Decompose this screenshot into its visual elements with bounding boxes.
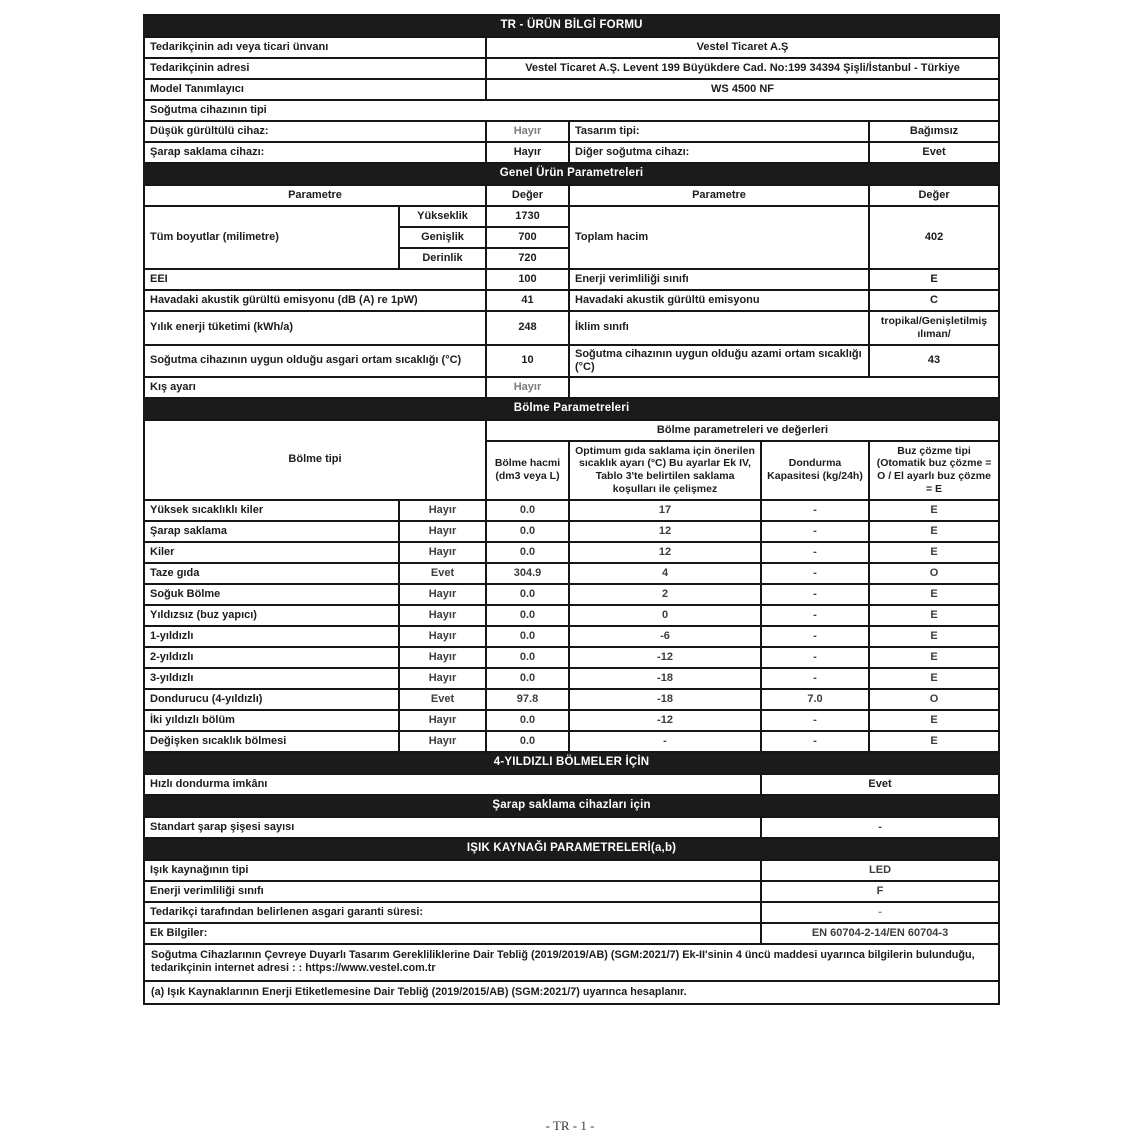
value-header: Değer (869, 185, 999, 206)
light-section-row (144, 838, 999, 860)
general-param-row (144, 345, 999, 377)
compartment-row (144, 584, 999, 605)
winter-setting-value: Hayır (486, 377, 569, 398)
supplier-name-value: Vestel Ticaret A.Ş (486, 37, 999, 58)
extra-info-value: EN 60704-2-14/EN 60704-3 (761, 923, 999, 944)
other-appliance-label: Diğer soğutma cihazı: (569, 142, 869, 163)
compartment-defrost-type: O (869, 563, 999, 584)
dimensions-label: Tüm boyutlar (milimetre) (144, 206, 399, 269)
compartment-type: Yıldızsız (buz yapıcı) (144, 605, 399, 626)
supplier-name-label: Tedarikçinin adı veya ticari ünvanı (144, 37, 486, 58)
freezing-capacity-header: Dondurma Kapasitesi (kg/24h) (761, 441, 869, 500)
compartment-freeze-capacity: - (761, 584, 869, 605)
general-param-row (144, 290, 999, 311)
compartment-temperature: -18 (569, 668, 761, 689)
compartment-temperature: -6 (569, 626, 761, 647)
compartment-present: Hayır (399, 668, 486, 689)
compartment-volume: 0.0 (486, 626, 569, 647)
four-star-section-title: 4-YILDIZLI BÖLMELER İÇİN (144, 752, 999, 774)
wine-storage-label: Şarap saklama cihazı: (144, 142, 486, 163)
compartment-present: Hayır (399, 500, 486, 521)
compartment-present: Hayır (399, 710, 486, 731)
type-row (144, 142, 999, 163)
compartment-type: 1-yıldızlı (144, 626, 399, 647)
compartment-type: Kiler (144, 542, 399, 563)
param-header: Parametre (144, 185, 486, 206)
warranty-value: - (761, 902, 999, 923)
compartment-volume: 0.0 (486, 500, 569, 521)
low-noise-value: Hayır (486, 121, 569, 142)
dimensions-row (144, 206, 999, 227)
supplier-address-label: Tedarikçinin adresi (144, 58, 486, 79)
compartment-present: Hayır (399, 584, 486, 605)
general-param-row (144, 269, 999, 290)
appliance-type-row (144, 100, 999, 121)
low-noise-label: Düşük gürültülü cihaz: (144, 121, 486, 142)
compartments-section-title: Bölme Parametreleri (144, 398, 999, 420)
compartment-row (144, 605, 999, 626)
compartment-type: Taze gıda (144, 563, 399, 584)
compartment-freeze-capacity: - (761, 605, 869, 626)
compartment-row (144, 710, 999, 731)
compartment-volume: 0.0 (486, 731, 569, 752)
regulation-note: Soğutma Cihazlarının Çevreye Duyarlı Tasarım Gerekliliklerine Dair Tebliğ (2019/2019/AB) (SGM:2021/7) Ek-II'sinin 4 üncü maddesi uyarınca bilgilerin bulunduğu, tedarikçinin internet adresi : : https://www.vestel.com.tr (144, 944, 999, 981)
compartment-row (144, 731, 999, 752)
param-label: Havadaki akustik gürültü emisyonu (569, 290, 869, 311)
compartment-volume: 0.0 (486, 710, 569, 731)
compartment-freeze-capacity: - (761, 563, 869, 584)
model-label: Model Tanımlayıcı (144, 79, 486, 100)
compartment-temperature: - (569, 731, 761, 752)
compartment-present: Hayır (399, 626, 486, 647)
param-value: 41 (486, 290, 569, 311)
param-value: 43 (869, 345, 999, 377)
compartment-type: Değişken sıcaklık bölmesi (144, 731, 399, 752)
compartments-group-header: Bölme parametreleri ve değerleri (486, 420, 999, 441)
compartment-present: Hayır (399, 521, 486, 542)
design-type-label: Tasarım tipi: (569, 121, 869, 142)
type-row (144, 121, 999, 142)
volume-header: Bölme hacmi (dm3 veya L) (486, 441, 569, 500)
compartment-present: Evet (399, 563, 486, 584)
supplier-address-row (144, 58, 999, 79)
compartment-type: 3-yıldızlı (144, 668, 399, 689)
light-param-row (144, 902, 999, 923)
design-type-value: Bağımsız (869, 121, 999, 142)
compartment-defrost-type: E (869, 500, 999, 521)
compartment-present: Hayır (399, 542, 486, 563)
light-param-row (144, 881, 999, 902)
compartment-temperature: -12 (569, 647, 761, 668)
light-type-label: Işık kaynağının tipi (144, 860, 761, 881)
compartment-freeze-capacity: - (761, 668, 869, 689)
wine-section-row (144, 795, 999, 817)
compartment-temperature: 12 (569, 521, 761, 542)
light-param-row (144, 923, 999, 944)
compartment-temperature: 17 (569, 500, 761, 521)
compartment-volume: 0.0 (486, 521, 569, 542)
supplier-address-value: Vestel Ticaret A.Ş. Levent 199 Büyükdere Cad. No:199 34394 Şişli/İstanbul - Türkiye (486, 58, 999, 79)
supplier-name-row (144, 37, 999, 58)
total-volume-label: Toplam hacim (569, 206, 869, 269)
general-header-row (144, 185, 999, 206)
dimension-value: 1730 (486, 206, 569, 227)
compartment-defrost-type: E (869, 668, 999, 689)
compartment-row (144, 542, 999, 563)
compartment-type: Şarap saklama (144, 521, 399, 542)
param-label: İklim sınıfı (569, 311, 869, 345)
compartment-volume: 304.9 (486, 563, 569, 584)
param-header: Parametre (569, 185, 869, 206)
compartment-row (144, 521, 999, 542)
compartment-defrost-type: E (869, 521, 999, 542)
compartment-temperature: 4 (569, 563, 761, 584)
model-row (144, 79, 999, 100)
compartment-row (144, 563, 999, 584)
compartment-freeze-capacity: - (761, 542, 869, 563)
compartment-row (144, 626, 999, 647)
dimension-name: Derinlik (399, 248, 486, 269)
compartment-freeze-capacity: - (761, 500, 869, 521)
dimension-value: 700 (486, 227, 569, 248)
model-value: WS 4500 NF (486, 79, 999, 100)
light-energy-class-value: F (761, 881, 999, 902)
defrost-type-header: Buz çözme tipi (Otomatik buz çözme = O / El ayarlı buz çözme = E (869, 441, 999, 500)
compartments-section-row (144, 398, 999, 420)
compartment-type: 2-yıldızlı (144, 647, 399, 668)
general-section-row (144, 163, 999, 185)
general-section-title: Genel Ürün Parametreleri (144, 163, 999, 185)
compartment-volume: 0.0 (486, 542, 569, 563)
temperature-header: Optimum gıda saklama için önerilen sıcaklık ayarı (°C) Bu ayarlar Ek IV, Tablo 3'te belirtilen saklama koşulları ile çelişmez (569, 441, 761, 500)
compartment-volume: 0.0 (486, 647, 569, 668)
compartment-row (144, 500, 999, 521)
compartment-type: Dondurucu (4-yıldızlı) (144, 689, 399, 710)
compartment-freeze-capacity: - (761, 521, 869, 542)
compartment-volume: 97.8 (486, 689, 569, 710)
param-value: tropikal/Genişletilmiş ılıman/ (869, 311, 999, 345)
compartment-defrost-type: E (869, 647, 999, 668)
wine-section-title: Şarap saklama cihazları için (144, 795, 999, 817)
total-volume-value: 402 (869, 206, 999, 269)
product-fiche-table (143, 14, 1000, 1005)
compartment-present: Hayır (399, 731, 486, 752)
form-title: TR - ÜRÜN BİLGİ FORMU (144, 15, 999, 37)
param-label: Soğutma cihazının uygun olduğu asgari ortam sıcaklığı (°C) (144, 345, 486, 377)
param-label: Enerji verimliliği sınıfı (569, 269, 869, 290)
compartment-type: Soğuk Bölme (144, 584, 399, 605)
note-row (144, 981, 999, 1004)
compartment-present: Hayır (399, 647, 486, 668)
compartment-defrost-type: E (869, 626, 999, 647)
compartment-row (144, 689, 999, 710)
compartment-defrost-type: E (869, 584, 999, 605)
appliance-type-label: Soğutma cihazının tipi (144, 100, 999, 121)
four-star-section-row (144, 752, 999, 774)
compartment-temperature: -18 (569, 689, 761, 710)
fast-freeze-value: Evet (761, 774, 999, 795)
param-value: 100 (486, 269, 569, 290)
compartment-volume: 0.0 (486, 584, 569, 605)
fast-freeze-row (144, 774, 999, 795)
dimension-name: Genişlik (399, 227, 486, 248)
param-value: 248 (486, 311, 569, 345)
compartment-present: Evet (399, 689, 486, 710)
wine-bottles-label: Standart şarap şişesi sayısı (144, 817, 761, 838)
dimension-value: 720 (486, 248, 569, 269)
param-label: EEI (144, 269, 486, 290)
compartment-defrost-type: O (869, 689, 999, 710)
winter-setting-row (144, 377, 999, 398)
compartment-temperature: 0 (569, 605, 761, 626)
compartment-row (144, 668, 999, 689)
compartment-type-header: Bölme tipi (144, 420, 486, 500)
compartment-present: Hayır (399, 605, 486, 626)
light-energy-class-label: Enerji verimliliği sınıfı (144, 881, 761, 902)
compartment-freeze-capacity: 7.0 (761, 689, 869, 710)
compartment-defrost-type: E (869, 605, 999, 626)
value-header: Değer (486, 185, 569, 206)
empty-cell (569, 377, 999, 398)
param-value: 10 (486, 345, 569, 377)
note-row (144, 944, 999, 981)
extra-info-label: Ek Bilgiler: (144, 923, 761, 944)
warranty-label: Tedarikçi tarafından belirlenen asgari garanti süresi: (144, 902, 761, 923)
compartment-defrost-type: E (869, 731, 999, 752)
param-value: C (869, 290, 999, 311)
compartment-volume: 0.0 (486, 605, 569, 626)
wine-storage-value: Hayır (486, 142, 569, 163)
compartment-row (144, 647, 999, 668)
compartment-freeze-capacity: - (761, 710, 869, 731)
winter-setting-label: Kış ayarı (144, 377, 486, 398)
compartment-temperature: 12 (569, 542, 761, 563)
compartment-temperature: 2 (569, 584, 761, 605)
compartment-type: İki yıldızlı bölüm (144, 710, 399, 731)
compartment-volume: 0.0 (486, 668, 569, 689)
page-number: - TR - 1 - (545, 1118, 595, 1133)
param-label: Soğutma cihazının uygun olduğu azami ortam sıcaklığı (°C) (569, 345, 869, 377)
compartments-group-header-row (144, 420, 999, 441)
param-label: Havadaki akustik gürültü emisyonu (dB (A) re 1pW) (144, 290, 486, 311)
wine-bottles-row (144, 817, 999, 838)
light-param-row (144, 860, 999, 881)
compartment-defrost-type: E (869, 542, 999, 563)
param-value: E (869, 269, 999, 290)
light-type-value: LED (761, 860, 999, 881)
compartment-freeze-capacity: - (761, 626, 869, 647)
light-section-title: IŞIK KAYNAĞI PARAMETRELERİ(a,b) (144, 838, 999, 860)
compartment-defrost-type: E (869, 710, 999, 731)
compartment-type: Yüksek sıcaklıklı kiler (144, 500, 399, 521)
compartment-freeze-capacity: - (761, 731, 869, 752)
compartment-temperature: -12 (569, 710, 761, 731)
param-label: Yılık enerji tüketimi (kWh/a) (144, 311, 486, 345)
fast-freeze-label: Hızlı dondurma imkânı (144, 774, 761, 795)
light-labelling-note: (a) Işık Kaynaklarının Enerji Etiketlemesine Dair Tebliğ (2019/2015/AB) (SGM:2021/7) uyarınca hesaplanır. (144, 981, 999, 1004)
wine-bottles-value: - (761, 817, 999, 838)
other-appliance-value: Evet (869, 142, 999, 163)
general-param-row (144, 311, 999, 345)
title-row (144, 15, 999, 37)
dimension-name: Yükseklik (399, 206, 486, 227)
compartment-freeze-capacity: - (761, 647, 869, 668)
